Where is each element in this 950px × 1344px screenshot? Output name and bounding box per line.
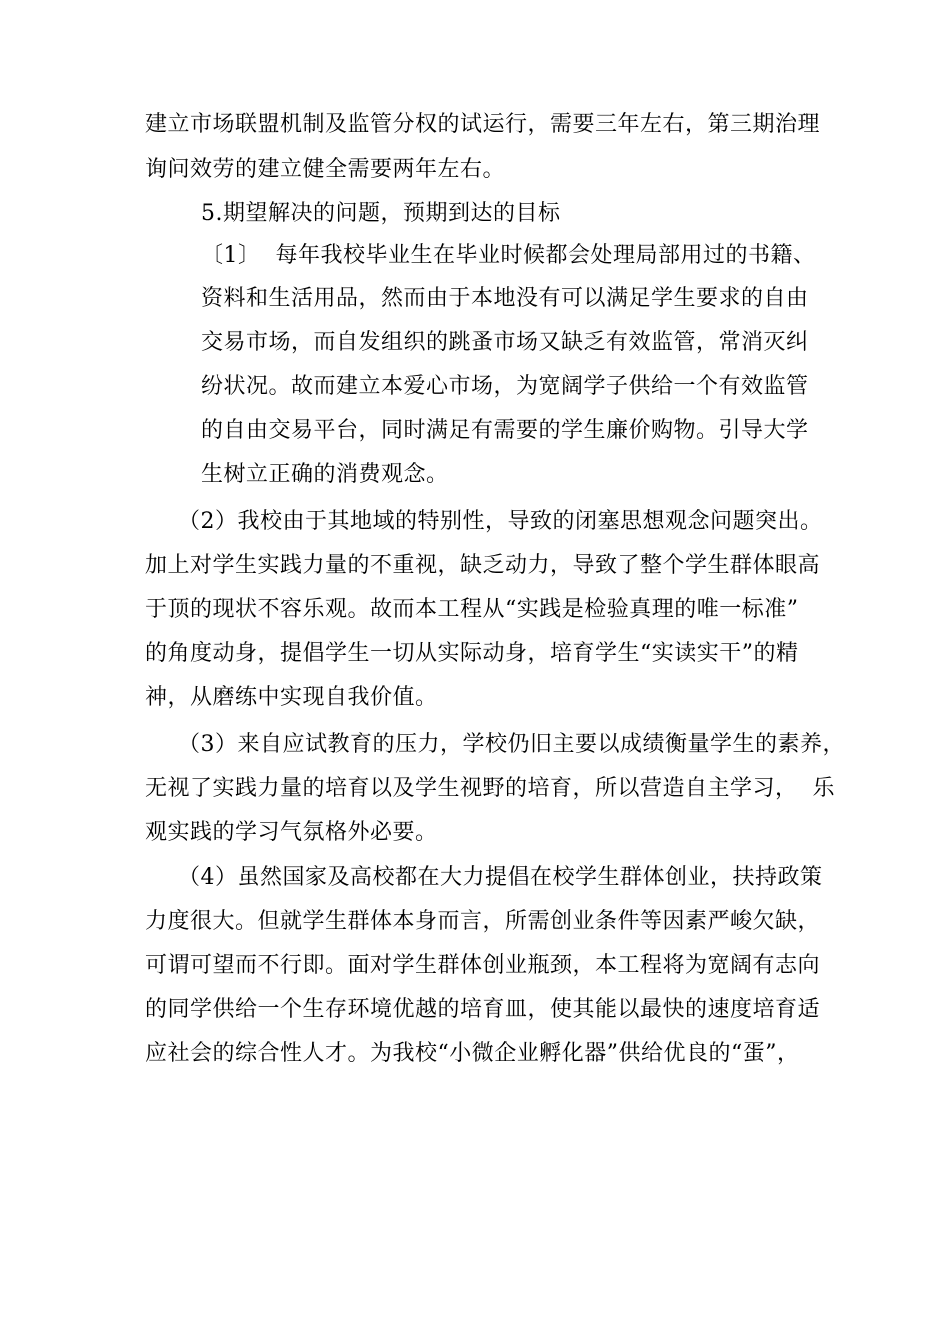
paragraph-line: 于顶的现状不容乐观。故而本工程从“实践是检验真理的唯一标准” [145,597,799,622]
paragraph-line: 应社会的综合性人才。为我校“小微企业孵化器”供给优良的“蛋”， [145,1041,800,1066]
paragraph-line: 神，从磨练中实现自我价值。 [145,685,438,710]
paragraph-line: （2）我校由于其地域的特别性，导致的闭塞思想观念问题突出。 [178,509,823,534]
paragraph-line: （4）虽然国家及高校都在大力提倡在校学生群体创业，扶持政策 [178,865,823,890]
paragraph-line: 无视了实践力量的培育以及学生视野的培育，所以营造自主学习， 乐 [145,776,835,801]
paragraph-line: 〔1〕 每年我校毕业生在毕业时候都会处理局部用过的书籍、 [201,243,816,268]
paragraph-line: 询问效劳的建立健全需要两年左右。 [145,157,506,182]
paragraph-line: 的同学供给一个生存环境优越的培育皿，使其能以最快的速度培育适 [145,997,821,1022]
paragraph-line: （3）来自应试教育的压力，学校仍旧主要以成绩衡量学生的素养， [178,732,845,757]
section-heading: 5.期望解决的问题，预期到达的目标 [201,201,561,226]
paragraph-line: 的角度动身，提倡学生一切从实际动身，培育学生“实读实干”的精 [145,641,799,666]
paragraph-line: 资料和生活用品，然而由于本地没有可以满足学生要求的自由 [201,286,809,311]
paragraph-line: 观实践的学习气氛格外必要。 [145,820,438,845]
paragraph-line: 的自由交易平台，同时满足有需要的学生廉价购物。引导大学 [201,418,809,443]
paragraph-line: 纷状况。故而建立本爱心市场，为宽阔学子供给一个有效监管 [201,374,809,399]
paragraph-line: 交易市场，而自发组织的跳蚤市场又缺乏有效监管，常消灭纠 [201,330,809,355]
paragraph-line: 力度很大。但就学生群体本身而言，所需创业条件等因素严峻欠缺， [145,909,821,934]
paragraph-line: 可谓可望而不行即。面对学生群体创业瓶颈，本工程将为宽阔有志向 [145,953,821,978]
paragraph-line: 加上对学生实践力量的不重视，缺乏动力，导致了整个学生群体眼高 [145,553,821,578]
paragraph-line: 生树立正确的消费观念。 [201,462,449,487]
paragraph-line: 建立市场联盟机制及监管分权的试运行，需要三年左右，第三期治理 [145,112,821,137]
